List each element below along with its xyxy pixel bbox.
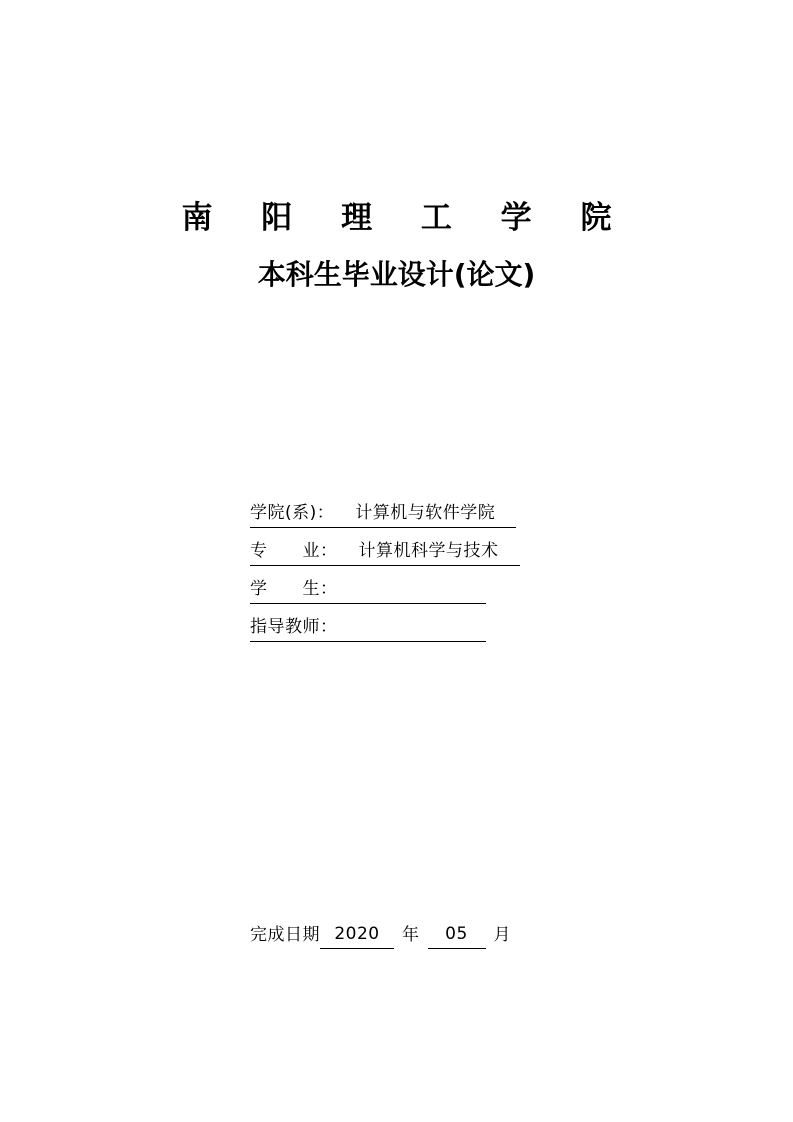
university-title: 南 阳 理 工 学 院	[181, 200, 631, 236]
field-advisor-value[interactable]	[338, 639, 486, 642]
completion-date-month-unit: 月	[493, 925, 511, 945]
field-college	[250, 490, 670, 528]
field-college-value[interactable]: 计算机与软件学院	[334, 501, 516, 528]
field-major	[250, 528, 670, 566]
document-subtitle: 本科生毕业设计(论文)	[257, 258, 536, 291]
completion-date-month[interactable]: 05	[428, 922, 486, 949]
completion-date	[250, 922, 519, 949]
field-advisor	[250, 604, 670, 642]
info-fields	[250, 490, 670, 642]
field-major-label: 专 业：	[250, 539, 338, 566]
field-student	[250, 566, 670, 604]
completion-date-year[interactable]: 2020	[320, 922, 394, 949]
completion-date-label: 完成日期	[250, 925, 320, 945]
completion-date-year-unit: 年	[402, 925, 420, 945]
field-advisor-label: 指导教师：	[250, 615, 338, 642]
field-college-label: 学院(系)：	[250, 501, 334, 528]
title-block	[0, 196, 793, 296]
field-student-label: 学 生：	[250, 577, 338, 604]
field-major-value[interactable]: 计算机科学与技术	[338, 539, 520, 566]
field-student-value[interactable]	[338, 601, 486, 604]
